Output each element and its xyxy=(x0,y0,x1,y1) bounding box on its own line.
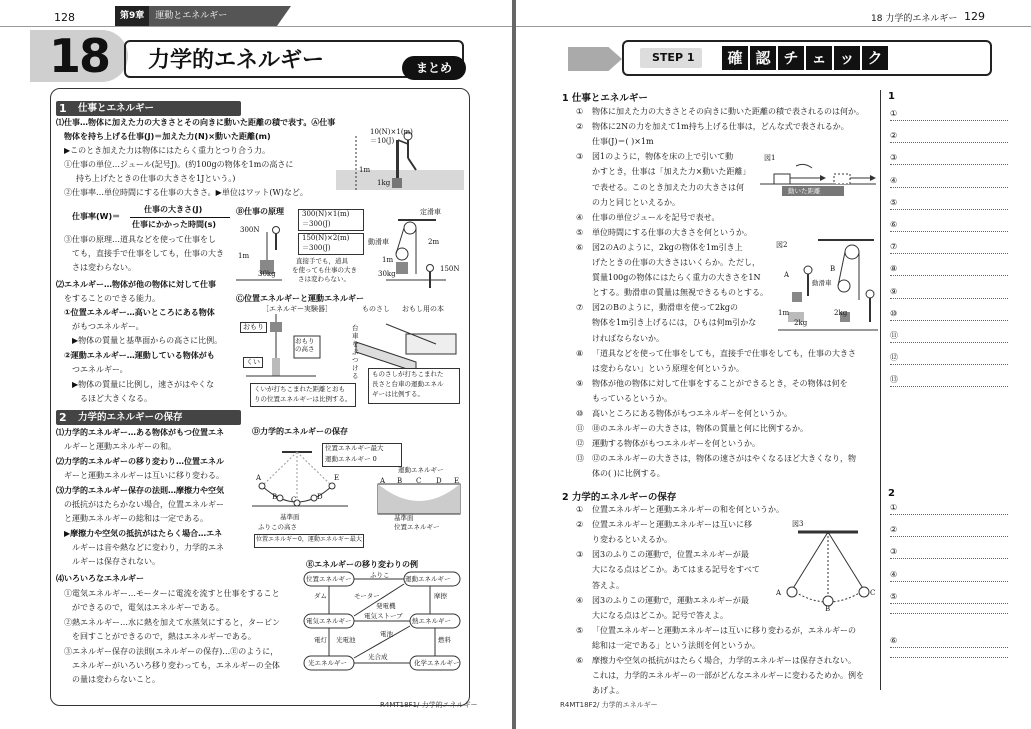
question-text: 総和は一定である」という法則を何というか。 xyxy=(592,640,760,650)
answer-line[interactable]: ⑤ xyxy=(890,197,1008,210)
figure-2-mass-a: 2kg xyxy=(794,319,808,327)
point-e: E xyxy=(334,474,340,482)
question-text: とする。動滑車の質量は無視できるものとする。 xyxy=(592,288,768,298)
figure-b-height2: 2m xyxy=(428,238,440,246)
figure-b-force1: 300N xyxy=(240,226,260,234)
question-text: 答えよ。 xyxy=(592,580,624,590)
question-number: ⑧ xyxy=(576,348,584,358)
electric-energy: ①電気エネルギー…モーターに電流を流すと仕事をすること xyxy=(64,589,280,598)
answer-line[interactable]: ⑥ xyxy=(890,219,1008,232)
step-title-char-6: ク xyxy=(862,46,888,70)
question-text: 図1のように，物体を床の上で引いて動 xyxy=(592,152,734,162)
question-number: ⑫ xyxy=(576,439,584,449)
figure-d-graph-c: C xyxy=(416,477,422,485)
step-title-char-1: 確 xyxy=(722,46,748,70)
answer-line[interactable]: ③ xyxy=(890,546,1008,559)
figure-2-height: 1m xyxy=(778,309,790,317)
figure-d-box2: 運動エネルギー 0 xyxy=(325,455,377,463)
figure-b-note2: を使っても仕事の大き xyxy=(292,266,357,274)
question-text: げたときの仕事の大きさはいくらか。ただし， xyxy=(592,258,760,267)
figure-b-calc1: 300(N)×1(m) xyxy=(302,210,350,218)
figure-d-graph-d: D xyxy=(436,477,442,485)
left-page xyxy=(0,0,512,729)
conservation-law-cont2: と運動エネルギーの総和は一定である。 xyxy=(64,514,208,523)
figure-e-le: 光エネルギー xyxy=(308,659,347,667)
answer-heading-2: 2 xyxy=(888,488,895,499)
figure-b-calc2: ＝300(J) xyxy=(302,220,331,228)
answer-heading-1: 1 xyxy=(888,91,895,102)
question-row xyxy=(576,301,738,315)
figure-d-graph-b: B xyxy=(397,477,403,485)
work-formula: 物体を持ち上げる仕事(J)＝加えた力(N)×動いた距離(m) xyxy=(64,132,271,141)
answer-line[interactable]: ② xyxy=(890,524,1008,537)
section-heading-2: 2 力学的エネルギーの保存 xyxy=(56,410,241,425)
question-row xyxy=(576,332,664,346)
question-text: 物体に加えた力の大きさとその向きに動いた距離の積で表されるのは何か。 xyxy=(592,107,864,116)
figure-2-b: B xyxy=(830,265,836,273)
energy-definition-cont: をすることのできる能力。 xyxy=(64,294,160,303)
question-text: 物体を1m引き上げるには，ひもは何m引かな xyxy=(592,318,757,328)
figure-e-stove: 電気ストーブ xyxy=(364,612,403,620)
chapter-title: 運動とエネルギー xyxy=(155,11,228,21)
point-b: B xyxy=(272,493,278,501)
figure-a-height: 1m xyxy=(359,166,371,174)
question-text: 単位時間にする仕事の大きさを何というか。 xyxy=(592,227,752,237)
power-formula-numerator: 仕事の大きさ(J) xyxy=(144,205,203,214)
figure-b-note3: さは変わらない。 xyxy=(298,275,350,283)
answer-line[interactable]: ① xyxy=(890,502,1008,515)
chapter-tab-edge xyxy=(277,6,291,26)
question-row xyxy=(576,624,856,638)
question-number: ④ xyxy=(576,212,584,222)
power-definition: ②仕事率…単位時間にする仕事の大きさ。▶単位はワット(W)など。 xyxy=(64,188,308,197)
question-number: ⑤ xyxy=(576,625,584,635)
question-row xyxy=(576,639,760,653)
question-row xyxy=(576,120,849,134)
figure-b-height3: 1m xyxy=(382,256,394,264)
figure-e-ce: 化学エネルギー xyxy=(414,659,460,667)
answer-line[interactable]: ③ xyxy=(890,152,1008,165)
figure-e-friction: 摩擦 xyxy=(434,592,447,600)
figure-d-ke: 運動エネルギー xyxy=(398,466,444,474)
question-text: かすとき，仕事は「加えた力×動いた距離」 xyxy=(592,167,751,177)
joule-unit-cont: 持ち上げたときの仕事の大きさを1Jという。) xyxy=(76,174,236,183)
question-row xyxy=(576,594,749,608)
answer-line[interactable]: ⑤ xyxy=(890,591,1008,604)
answer-line[interactable]: ⑦ xyxy=(890,241,1008,254)
question-text: 摩擦力や空気の抵抗がはたらく場合，力学的エネルギーは保存されない。 xyxy=(592,656,856,665)
figure-e-motor: モーター xyxy=(354,592,380,600)
figure-c-note2b: 長さと台車の運動エネル xyxy=(372,380,444,388)
figure-c-caption: Ⓒ位置エネルギーと運動エネルギー xyxy=(236,294,364,303)
figure-b-note1: 直接手でも，道具 xyxy=(296,257,348,265)
figure-e-generator: 発電機 xyxy=(376,602,396,610)
figure-b-calc3: 150(N)×2(m) xyxy=(302,234,350,242)
figure-c-note1a: くいが打ちこまれた距離とおも xyxy=(254,385,345,393)
friction-note: ▶摩擦力や空気の抵抗がはたらく場合…エネ xyxy=(64,529,223,538)
step-title-char-5: ッ xyxy=(834,46,860,70)
energy-conservation-cont2: の量は変わらないこと。 xyxy=(72,675,160,684)
question-text: 仕事(J)＝( )×1m xyxy=(592,137,654,147)
question-row xyxy=(576,150,733,164)
question-number: ① xyxy=(576,505,584,514)
figure-d-bottom: 位置エネルギー0，運動エネルギー最大 xyxy=(256,536,362,543)
figure-3-label: 図3 xyxy=(792,520,804,528)
figure-b-force2: 150N xyxy=(440,265,460,273)
figure-a-calc2: ＝10(J) xyxy=(370,137,395,145)
figure-3-a: A xyxy=(776,589,782,597)
question-text: 図2のAのように，2kgの物体を1m引き上 xyxy=(592,242,743,252)
question-row xyxy=(576,392,672,406)
kinetic-energy-note: ▶物体の質量に比例し，速さがはやくな xyxy=(72,380,215,389)
energy-conservation: ③エネルギー保存の法則(エネルギーの保存)…Ⓔのように， xyxy=(64,647,279,656)
kinetic-energy-cont: つエネルギー。 xyxy=(72,365,128,374)
answer-line[interactable]: ⑬ xyxy=(890,374,1008,387)
energy-conservation-cont: エネルギーがいろいろ移り変わっても，エネルギーの全体 xyxy=(72,661,280,670)
figure-e-pendulum: ふりこ xyxy=(370,571,390,579)
question-text: あげよ。 xyxy=(592,686,624,696)
question-row xyxy=(576,226,752,240)
question-row xyxy=(576,105,864,119)
pencil-icon xyxy=(568,47,622,71)
potential-energy-cont: がもつエネルギー。 xyxy=(72,322,144,331)
point-d: D xyxy=(317,493,323,501)
answer-line[interactable]: ④ xyxy=(890,569,1008,582)
page-number: 129 xyxy=(964,10,985,23)
question-number: ① xyxy=(576,107,584,116)
question-row xyxy=(576,196,680,210)
summary-badge: まとめ xyxy=(402,56,466,80)
question-number: ⑤ xyxy=(576,227,584,237)
question-number: ③ xyxy=(576,550,584,560)
figure-e-battery: 電池 xyxy=(380,630,393,638)
heat-energy: ②熱エネルギー…水に熱を加えて水蒸気にすると，タービン xyxy=(64,618,280,627)
question-text: 物体が他の物体に対して仕事をすることができるとき，その物体は何を xyxy=(592,378,848,388)
question-row xyxy=(576,579,624,593)
question-number: ⑥ xyxy=(576,242,584,252)
answer-line[interactable]: ⑩ xyxy=(890,308,1008,321)
friction-note-cont: ルギーは音や熱などに変わり，力学的エネ xyxy=(72,543,224,552)
figure-e-ke: 運動エネルギー xyxy=(405,575,451,583)
answer-line[interactable]: ⑥ xyxy=(890,635,1008,648)
question-row xyxy=(576,211,719,225)
question-text: ⑫のエネルギーの大きさは，物体の速さがはやくなるほど大きくなり，物 xyxy=(592,454,856,464)
answer-line[interactable] xyxy=(890,613,1008,614)
figure-d-graph-a: A xyxy=(380,477,386,485)
figure-3-c: C xyxy=(870,589,876,597)
kinetic-energy-note-cont: るほど大きくなる。 xyxy=(80,394,152,403)
figure-2-a: A xyxy=(784,271,790,279)
question-row xyxy=(576,165,750,179)
question-row xyxy=(576,316,756,330)
section-heading-1: 1 仕事とエネルギー xyxy=(56,101,241,116)
question-row xyxy=(576,684,624,698)
question-number: ③ xyxy=(576,152,584,162)
question-text: 仕事の単位ジュールを記号で表せ。 xyxy=(592,212,720,222)
answer-line[interactable] xyxy=(890,657,1008,658)
question-number: ⑬ xyxy=(576,454,584,464)
heat-energy-cont: を回すことができるので，熱はエネルギーである。 xyxy=(72,632,256,641)
question-number: ⑥ xyxy=(576,656,584,665)
joule-unit: ①仕事の単位…ジュール(記号J)。(約100gの物体を1mの高さに xyxy=(64,160,294,169)
figure-d-pe: 位置エネルギー xyxy=(394,523,440,531)
work-principle-cont2: さは変わらない。 xyxy=(72,263,136,272)
question-row xyxy=(576,503,784,517)
question-row xyxy=(576,609,728,623)
energy-transfer: ⑵力学的エネルギーの移り変わり…位置エネル xyxy=(56,457,224,466)
kinetic-energy: ②運動エネルギー…運動している物体がも xyxy=(64,351,215,360)
question-text: 図3のふりこの運動で，位置エネルギーが最 xyxy=(592,550,749,560)
question-row xyxy=(576,407,792,421)
answer-line[interactable]: ⑧ xyxy=(890,263,1008,276)
step-label: STEP 1 xyxy=(652,51,695,64)
figure-c-weight: おもり xyxy=(240,322,267,333)
question-text: 図2のBのように，動滑車を使って2kgの xyxy=(592,303,739,313)
question-text: り変わるといえるか。 xyxy=(592,535,672,545)
answer-line[interactable]: ⑪ xyxy=(890,330,1008,343)
unit-number: 18 xyxy=(30,30,128,82)
page-title: 力学的エネルギー xyxy=(124,40,464,78)
question-text: で表せる。このとき加えた力の大きさは何 xyxy=(592,182,744,192)
electric-energy-cont: ができるので，電気はエネルギーである。 xyxy=(72,603,224,612)
figure-c-cart: 台車をぶつける xyxy=(352,324,359,380)
figure-e-caption: Ⓔエネルギーの移り変わりの例 xyxy=(306,560,418,569)
figure-e-dam: ダム xyxy=(314,592,327,600)
figure-d-graph-e: E xyxy=(454,477,460,485)
question-row xyxy=(576,271,760,285)
step-title-char-4: ェ xyxy=(806,46,832,70)
friction-note-cont2: ルギーは保存されない。 xyxy=(72,557,160,566)
answer-line[interactable]: ⑨ xyxy=(890,286,1008,299)
figure-b-moving-pulley: 動滑車 xyxy=(368,238,389,246)
potential-energy: ①位置エネルギー…高いところにある物体 xyxy=(64,308,215,317)
figure-d-base2: 基準面 xyxy=(394,514,414,522)
question-text: 位置エネルギーと運動エネルギーの和を何というか。 xyxy=(592,505,784,514)
question-number: ⑦ xyxy=(576,303,584,313)
question-text: 図3のふりこの運動で，運動エネルギーが最 xyxy=(592,595,749,605)
step-title-char-3: チ xyxy=(778,46,804,70)
figure-d-base: 基準面 xyxy=(280,513,300,521)
question-row xyxy=(576,533,672,547)
figure-c-note1b: りの位置エネルギーは比例する。 xyxy=(254,395,352,403)
section-heading-2: 2 力学的エネルギーの保存 xyxy=(562,492,677,503)
question-row xyxy=(576,362,744,376)
question-row xyxy=(576,563,760,577)
question-text: 「位置エネルギーと運動エネルギーは互いに移り変わるが，エネルギーの xyxy=(592,625,856,635)
question-row xyxy=(576,135,654,149)
answer-line[interactable]: ⑫ xyxy=(890,352,1008,365)
question-number: ⑨ xyxy=(576,378,584,388)
question-row xyxy=(576,377,848,391)
figure-d-caption: Ⓓ力学的エネルギーの保存 xyxy=(252,427,348,436)
figure-c-note2a: ものさしが打ちこまれた xyxy=(372,370,444,378)
question-text: 質量100gの物体にはたらく重力の大きさを1N xyxy=(592,273,761,283)
question-row xyxy=(576,241,743,255)
figure-e-ee: 電気エネルギー xyxy=(306,617,352,625)
figure-e-pe: 位置エネルギー xyxy=(306,575,352,583)
page-number: 128 xyxy=(54,11,75,24)
chapter-tab xyxy=(115,6,277,26)
question-text: 大になる点はどこか。あてはまる記号をすべて xyxy=(592,565,760,575)
right-page xyxy=(516,0,1031,729)
question-text: ければならないか。 xyxy=(592,333,664,343)
figure-1-drawing xyxy=(760,162,876,202)
question-text: 高いところにある物体がもつエネルギーを何というか。 xyxy=(592,409,792,418)
question-text: 物体に2Nの力を加えて1m持ち上げる仕事は，どんな式で表されるか。 xyxy=(592,122,849,132)
question-row xyxy=(576,347,856,361)
energy-transfer-cont: ギーと運動エネルギーは互いに移り変わる。 xyxy=(64,471,224,480)
various-energy-heading: ⑷いろいろなエネルギー xyxy=(56,574,144,583)
question-number: ② xyxy=(576,520,584,530)
question-text: 「道具などを使って仕事をしても，直接手で仕事をしても，仕事の大きさ xyxy=(592,348,856,358)
figure-c-apparatus: ［エネルギー実験器］ xyxy=(262,305,332,313)
energy-definition: ⑵エネルギー…物体が他の物体に対して仕事 xyxy=(56,280,216,289)
figure-d-box1: 位置エネルギー最大 xyxy=(325,444,384,452)
figure-a-calc1: 10(N)×1(m) xyxy=(370,128,413,136)
question-text: 大になる点はどこか。記号で答えよ。 xyxy=(592,610,728,620)
figure-b-drawing xyxy=(236,218,466,298)
mechanical-energy-cont: ルギーと運動エネルギーの和。 xyxy=(64,442,176,451)
step-title-char-2: 認 xyxy=(750,46,776,70)
work-principle-cont: ても，直接手で仕事をしても，仕事の大き xyxy=(72,249,224,258)
question-text: の力と同じといえるか。 xyxy=(592,197,680,207)
question-text: は変わらない」という原理を何というか。 xyxy=(592,363,744,373)
question-row xyxy=(576,467,665,481)
figure-a-mass: 1kg xyxy=(377,179,391,187)
figure-b-mass1: 30kg xyxy=(258,270,276,278)
question-number: ⑪ xyxy=(576,424,584,434)
header-rule xyxy=(0,26,512,27)
figure-e-photosynthesis: 光合成 xyxy=(368,653,388,661)
question-row xyxy=(576,654,856,668)
question-row xyxy=(576,518,752,532)
footer-code: R4MT18F1/ 力学的エネルギー xyxy=(380,701,478,709)
question-row xyxy=(576,181,744,195)
figure-2-pulley: 動滑車 xyxy=(812,279,832,287)
figure-e-solar: 光電池 xyxy=(336,636,356,644)
potential-energy-note: ▶物体の質量と基準面からの高さに比例。 xyxy=(72,336,223,345)
figure-c-height: おもりの高さ xyxy=(295,337,315,353)
question-row xyxy=(576,286,768,300)
figure-e-he: 熱エネルギー xyxy=(412,617,451,625)
work-principle: ③仕事の原理…道具などを使って仕事をし xyxy=(64,235,216,244)
question-number: ④ xyxy=(576,595,584,605)
footer-code: R4MT18F2/ 力学的エネルギー xyxy=(560,701,658,709)
question-text: 体の( )に比例する。 xyxy=(592,469,665,479)
question-row xyxy=(576,422,808,436)
figure-c-stake: くい xyxy=(243,357,263,368)
question-number: ② xyxy=(576,122,584,132)
figure-c-ruler: ものさし xyxy=(362,305,390,313)
figure-3-b: B xyxy=(825,605,831,613)
question-text: ⑩のエネルギーの大きさは，物体の質量と何に比例するか。 xyxy=(592,424,808,434)
question-row xyxy=(576,256,760,270)
question-text: 位置エネルギーと運動エネルギーは互いに移 xyxy=(592,520,752,530)
figure-1-label: 図1 xyxy=(764,154,776,162)
header-rule xyxy=(516,26,1031,27)
conservation-law-cont: の抵抗がはたらかない場合，位置エネルギー xyxy=(64,500,224,509)
figure-e-fuel: 燃料 xyxy=(438,636,451,644)
point-c: C xyxy=(291,496,297,504)
figure-b-height1: 1m xyxy=(238,252,250,260)
figure-b-caption: Ⓑ仕事の原理 xyxy=(236,207,284,216)
section-heading-1: 1 仕事とエネルギー xyxy=(562,93,648,104)
question-row xyxy=(576,452,856,466)
figure-2-label: 図2 xyxy=(776,241,788,249)
figure-c-book: おもし用の本 xyxy=(402,305,444,313)
question-text: これは，力学的エネルギーの一部がどんなエネルギーに変わるためか。例を xyxy=(592,671,864,681)
power-formula-label: 仕事率(W)＝ xyxy=(72,212,121,221)
figure-2-mass-b: 2kg xyxy=(834,309,848,317)
point-a: A xyxy=(256,474,262,482)
figure-c-note2c: ギーは比例する。 xyxy=(372,390,424,398)
question-text: もっているというか。 xyxy=(592,393,672,403)
figure-b-fixed-pulley: 定滑車 xyxy=(420,208,441,216)
answer-line[interactable]: ② xyxy=(890,130,1008,143)
answer-line[interactable]: ④ xyxy=(890,175,1008,188)
figure-b-mass2: 30kg xyxy=(378,270,396,278)
question-row xyxy=(576,548,749,562)
work-note: ▶このとき加えた力は物体にはたらく重力とつり合う力。 xyxy=(64,146,270,155)
figure-e-bulb: 電灯 xyxy=(314,636,327,644)
question-row xyxy=(576,437,760,451)
answer-line[interactable]: ① xyxy=(890,108,1008,121)
figure-1-distance: 動いた距離 xyxy=(788,187,821,195)
question-number: ⑩ xyxy=(576,409,584,418)
work-definition: ⑴仕事…物体に加えた力の大きさとその向きに動いた距離の積で表す。Ⓐ仕事 xyxy=(56,118,336,127)
power-formula-denominator: 仕事にかかった時間(s) xyxy=(132,220,217,229)
figure-b-calc4: ＝300(J) xyxy=(302,244,331,252)
question-row xyxy=(576,669,864,683)
figure-d-swing: ふりこの高さ xyxy=(258,523,297,531)
question-text: 運動する物体がもつエネルギーを何というか。 xyxy=(592,439,760,449)
running-header: 18 力学的エネルギー xyxy=(871,14,958,24)
chapter-label: 第9章 xyxy=(115,6,149,26)
mechanical-energy: ⑴力学的エネルギー…ある物体がもつ位置エネ xyxy=(56,428,224,437)
conservation-law: ⑶力学的エネルギー保存の法則…摩擦力や空気 xyxy=(56,486,224,495)
